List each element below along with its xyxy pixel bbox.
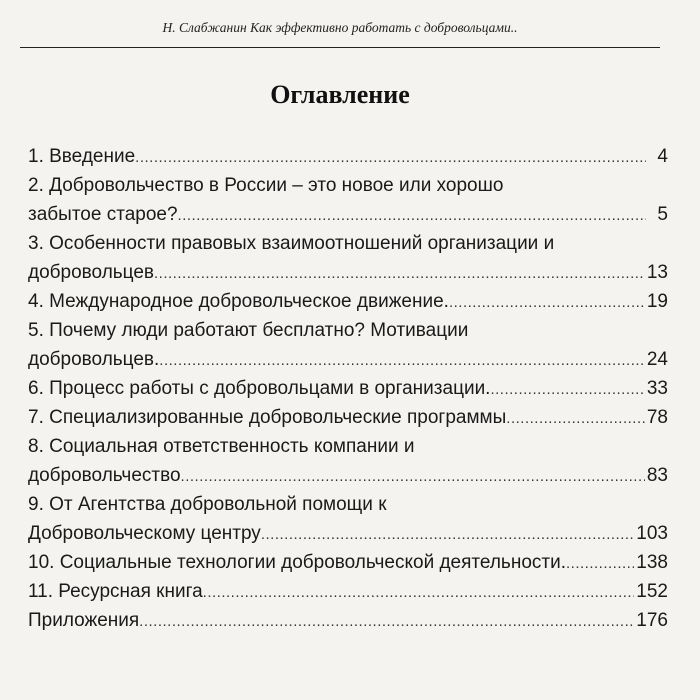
toc-entry (28, 432, 668, 490)
toc-entry-title: 7. Специализированные добровольческие программы (28, 407, 507, 428)
toc-line (28, 374, 668, 403)
toc-line (28, 345, 668, 374)
toc-line (28, 287, 668, 316)
toc-entry (28, 374, 668, 403)
toc-line (28, 490, 668, 519)
toc-entry-title: 5. Почему люди работают бесплатно? Мотивации (28, 320, 469, 341)
toc-page-number: 83 (646, 465, 668, 486)
toc-line (28, 432, 668, 461)
dot-leader (490, 375, 644, 404)
dot-leader (139, 607, 634, 636)
dot-leader (506, 404, 645, 433)
toc-page-number: 19 (646, 291, 668, 312)
dot-leader (261, 520, 634, 549)
toc-entry (28, 606, 668, 635)
toc-page-number: 33 (646, 378, 668, 399)
toc-line (28, 258, 668, 287)
toc-line (28, 200, 668, 229)
dot-leader (154, 259, 645, 288)
toc-line (28, 142, 668, 171)
toc-line (28, 316, 668, 345)
toc-line (28, 548, 668, 577)
toc-entry (28, 548, 668, 577)
toc-page-number: 152 (636, 581, 668, 602)
toc-page-number: 13 (646, 262, 668, 283)
toc-page-number: 176 (636, 610, 668, 631)
toc-entry (28, 171, 668, 229)
toc-entry-title: 2. Добровольчество в России – это новое или хорошо (28, 175, 504, 196)
toc-line (28, 171, 668, 200)
toc-entry (28, 577, 668, 606)
dot-leader (203, 578, 635, 607)
toc-entry-title: 10. Социальные технологии добровольческой деятельности. (28, 552, 566, 573)
toc-line (28, 606, 668, 635)
toc-page-number: 103 (636, 523, 668, 544)
toc-entry (28, 403, 668, 432)
toc-page-number: 138 (636, 552, 668, 573)
toc-entry-title: 3. Особенности правовых взаимоотношений организации и (28, 233, 555, 254)
toc-line (28, 577, 668, 606)
toc-entry-title: 9. От Агентства добровольной помощи к (28, 494, 387, 515)
dot-leader (178, 201, 646, 230)
toc-entry-title: 6. Процесс работы с добровольцами в организации. (28, 378, 491, 399)
toc-line (28, 403, 668, 432)
toc-entry-title: добровольцев (28, 262, 155, 283)
running-head: Н. Слабжанин Как эффективно работать с добровольцами.. (162, 20, 518, 35)
dot-leader (159, 346, 645, 375)
toc-line (28, 461, 668, 490)
toc-line (28, 229, 668, 258)
toc-entry (28, 490, 668, 548)
toc-entry (28, 142, 668, 171)
dot-leader (135, 143, 646, 172)
toc-entry-title: добровольчество (28, 465, 181, 486)
toc-page-number: 4 (657, 146, 668, 167)
toc-entry-title: добровольцев. (28, 349, 160, 370)
toc-entry-title: 11. Ресурсная книга (28, 581, 203, 602)
toc-entry-title: Добровольческому центру (28, 523, 261, 544)
header-rule (20, 47, 660, 48)
toc-entry (28, 229, 668, 287)
dot-leader (449, 288, 645, 317)
toc-page-number: 24 (646, 349, 668, 370)
dot-leader (566, 549, 634, 578)
toc-entry-title: 8. Социальная ответственность компании и (28, 436, 415, 457)
toc-entry-title: 4. Международное добровольческое движение. (28, 291, 449, 312)
table-of-contents (28, 142, 668, 635)
toc-entry-title: 1. Введение (28, 146, 136, 167)
toc-page-number: 5 (657, 204, 668, 225)
toc-title: Оглавление (270, 80, 410, 109)
toc-line (28, 519, 668, 548)
toc-entry (28, 287, 668, 316)
toc-entry-title: Приложения (28, 610, 140, 631)
toc-entry-title: забытое старое? (28, 204, 178, 225)
toc-entry (28, 316, 668, 374)
dot-leader (181, 462, 645, 491)
toc-page-number: 78 (646, 407, 668, 428)
